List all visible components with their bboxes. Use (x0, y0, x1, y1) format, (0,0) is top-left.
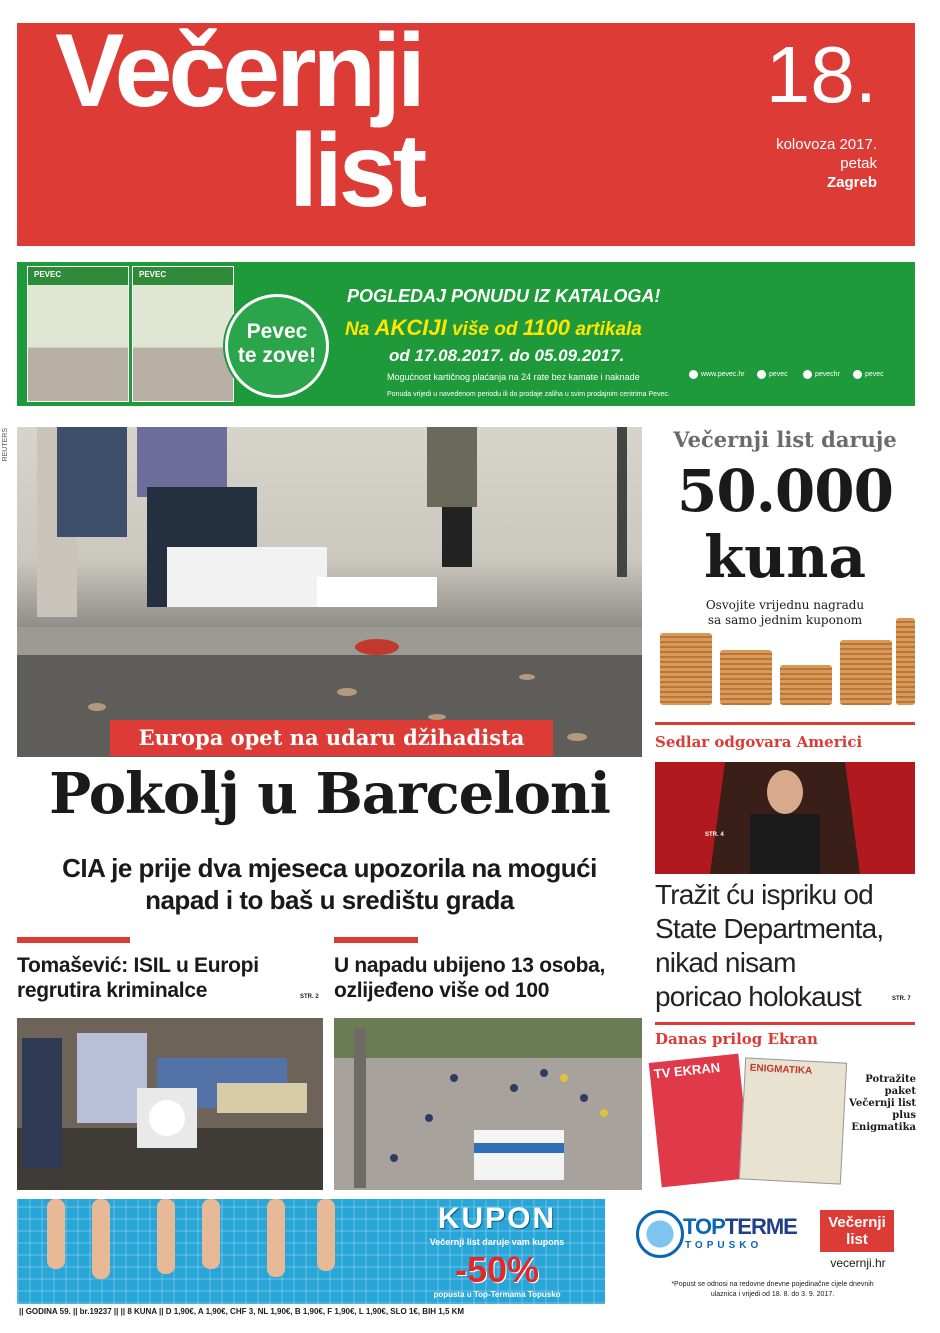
prize-text-line1: Osvojite vrijednu nagradu (705, 598, 865, 612)
ad-payment-note: Mogućnost kartičnog plaćanja na 24 rate bez kamate i naknade (387, 372, 640, 382)
sedlar-quote-line2: State Departmenta, (655, 913, 884, 944)
terme-name-a: TOP (683, 1214, 725, 1239)
story-left-line1: Tomašević: ISIL u Europi (17, 954, 259, 977)
social-text: pevechr (815, 371, 840, 378)
story-left-headline[interactable] (17, 953, 259, 1003)
ad-validity-note: Ponuda vrijedi u navedenom periodu ili do prodaje zaliha u svim prodajnim centrima Pevec. (387, 391, 670, 398)
vl-badge-line1: Večernji (828, 1214, 886, 1231)
logo-line1: Večernji (55, 13, 422, 129)
globe-icon (689, 370, 698, 379)
catalog-brand: PEVEC (139, 270, 167, 279)
insert-line: plus (892, 1110, 916, 1121)
sedlar-quote-line4: poricao holokaust (655, 981, 861, 1012)
top-terme-logo-icon (636, 1210, 684, 1258)
terme-name-b: TERME (724, 1214, 797, 1239)
column-divider (655, 1022, 915, 1025)
victims-photo-illustration (17, 1018, 323, 1190)
vecernji-list-logo (820, 1210, 894, 1252)
kupon-ad[interactable] (17, 1199, 605, 1304)
sedlar-page: STR. 7 (892, 996, 911, 1002)
barcelona-street-photo[interactable] (334, 1018, 642, 1190)
lead-kicker[interactable]: Europa opet na udaru džihadista (110, 720, 553, 756)
date-day: 18. (765, 30, 877, 119)
date-weekday: petak (840, 155, 877, 172)
story-right-headline[interactable] (334, 953, 605, 1003)
insert-line: Večernji list (849, 1098, 916, 1109)
sedlar-quote[interactable] (655, 878, 915, 1014)
ad-offer (345, 315, 642, 341)
linkedin-link[interactable] (853, 370, 884, 379)
barcelona-street-photo-illustration (334, 1018, 642, 1190)
insert-text (846, 1074, 916, 1134)
date-city: Zagreb (826, 174, 877, 191)
ad-offer-part: AKCIJI (374, 315, 447, 340)
mag1-title: TV EKRAN (653, 1059, 721, 1082)
sedlar-label[interactable]: Sedlar odgovara Americi (655, 733, 863, 751)
kupon-subtitle: Večernji list daruje vam kupons (429, 1237, 565, 1247)
prize-amount: 50.000 (677, 457, 893, 525)
catalog-image-1 (27, 266, 129, 402)
masthead (17, 13, 915, 246)
ad-offer-part: Na (345, 319, 375, 340)
vl-badge-line2: list (846, 1231, 868, 1248)
ad-offer-part: 1100 (522, 315, 571, 340)
promo-note-line1: *Popust se odnosi na redovne dnevne pojedinačne cijele dnevnih (671, 1281, 874, 1288)
insert-line: Potražite (865, 1074, 916, 1085)
mag2-title: ENIGMATIKA (749, 1062, 813, 1077)
sedlar-quote-line3: nikad nisam (655, 947, 796, 978)
insert-line: Enigmatika (851, 1122, 916, 1133)
prize-text-line2: sa samo jednim kuponom (707, 613, 863, 627)
ad-offer-part: artikala (570, 319, 642, 340)
victims-photo[interactable] (17, 1018, 323, 1190)
feet-illustration (17, 1199, 387, 1304)
pevec-ad-banner[interactable] (17, 262, 915, 406)
instagram-icon (803, 370, 812, 379)
main-photo-illustration (17, 427, 642, 757)
logo-line2: list (289, 113, 424, 229)
ad-dates: od 17.08.2017. do 05.09.2017. (389, 346, 625, 365)
kupon-title: KUPON (437, 1202, 557, 1235)
linkedin-icon (853, 370, 862, 379)
story-left-page: STR. 2 (300, 994, 319, 1000)
ad-headline: POGLEDAJ PONUDU IZ KATALOGA! (347, 286, 661, 306)
column-divider (655, 722, 915, 725)
web-link[interactable] (689, 370, 745, 379)
date-month-year: kolovoza 2017. (776, 136, 877, 153)
social-text: pevec (865, 371, 884, 378)
catalog-brand: PEVEC (34, 270, 62, 279)
badge-line2: te zove! (237, 344, 317, 367)
sedlar-photo-page: STR. 4 (705, 832, 724, 838)
tv-ekran-magazine[interactable] (649, 1054, 752, 1188)
social-text: pevec (769, 371, 788, 378)
social-text: www.pevec.hr (701, 371, 745, 378)
story-rule-right (334, 937, 418, 943)
pevec-badge (225, 294, 329, 398)
insert-line: paket (884, 1086, 916, 1097)
kupon-discount: -50% (454, 1249, 540, 1290)
sedlar-photo[interactable] (655, 762, 915, 874)
story-rule-left (17, 937, 130, 943)
instagram-link[interactable] (803, 370, 840, 379)
enigmatika-magazine[interactable] (739, 1057, 847, 1184)
prize-title[interactable]: Večernji list daruje (673, 427, 897, 452)
coin-stack (780, 665, 832, 705)
subhead-line1: CIA je prije dva mjeseca upozorila na mogući (62, 853, 597, 883)
photo-credit: REUTERS (2, 428, 9, 462)
catalog-image-2 (132, 266, 234, 402)
lead-headline[interactable]: Pokolj u Barceloni (49, 761, 610, 827)
kupon-note: popusta u Top-Termama Topusko (433, 1290, 561, 1299)
story-right-line1: U napadu ubijeno 13 osoba, (334, 954, 606, 977)
main-photo[interactable] (17, 427, 642, 757)
coin-stack (896, 618, 915, 705)
story-left-line2: regrutira kriminalce (17, 979, 208, 1002)
footer-price-line: || GODINA 59. || br.19237 || || 8 KUNA || D 1,90€, A 1,90€, CHF 3, NL 1,90€, B 1,90€, F 1,90€, L 1,90€, SLO 1€, BIH 1,5 KM (19, 1307, 465, 1316)
ekran-label[interactable]: Danas prilog Ekran (655, 1030, 818, 1048)
coin-stack (840, 640, 892, 705)
lead-subhead (17, 852, 642, 916)
sedlar-quote-line1: Tražit ću ispriku od (655, 879, 873, 910)
story-right-line2: ozlijeđeno više od 100 (334, 979, 550, 1002)
subhead-line2: napad i to baš u središtu grada (145, 885, 514, 915)
ad-offer-part: više od (446, 319, 523, 340)
sedlar-photo-illustration (655, 762, 915, 874)
facebook-icon (757, 370, 766, 379)
promo-note-line2: ulaznica i vrijedi od 18. 8. do 3. 9. 2017. (710, 1291, 835, 1298)
badge-line1: Pevec (246, 320, 308, 343)
prize-unit: kuna (703, 523, 867, 591)
coin-stack (720, 650, 772, 705)
vecernji-url[interactable]: vecernji.hr (830, 1256, 886, 1270)
top-terme-name (683, 1214, 797, 1240)
coin-stack (660, 633, 712, 705)
facebook-link[interactable] (757, 370, 788, 379)
top-terme-city: TOPUSKO (685, 1240, 763, 1251)
